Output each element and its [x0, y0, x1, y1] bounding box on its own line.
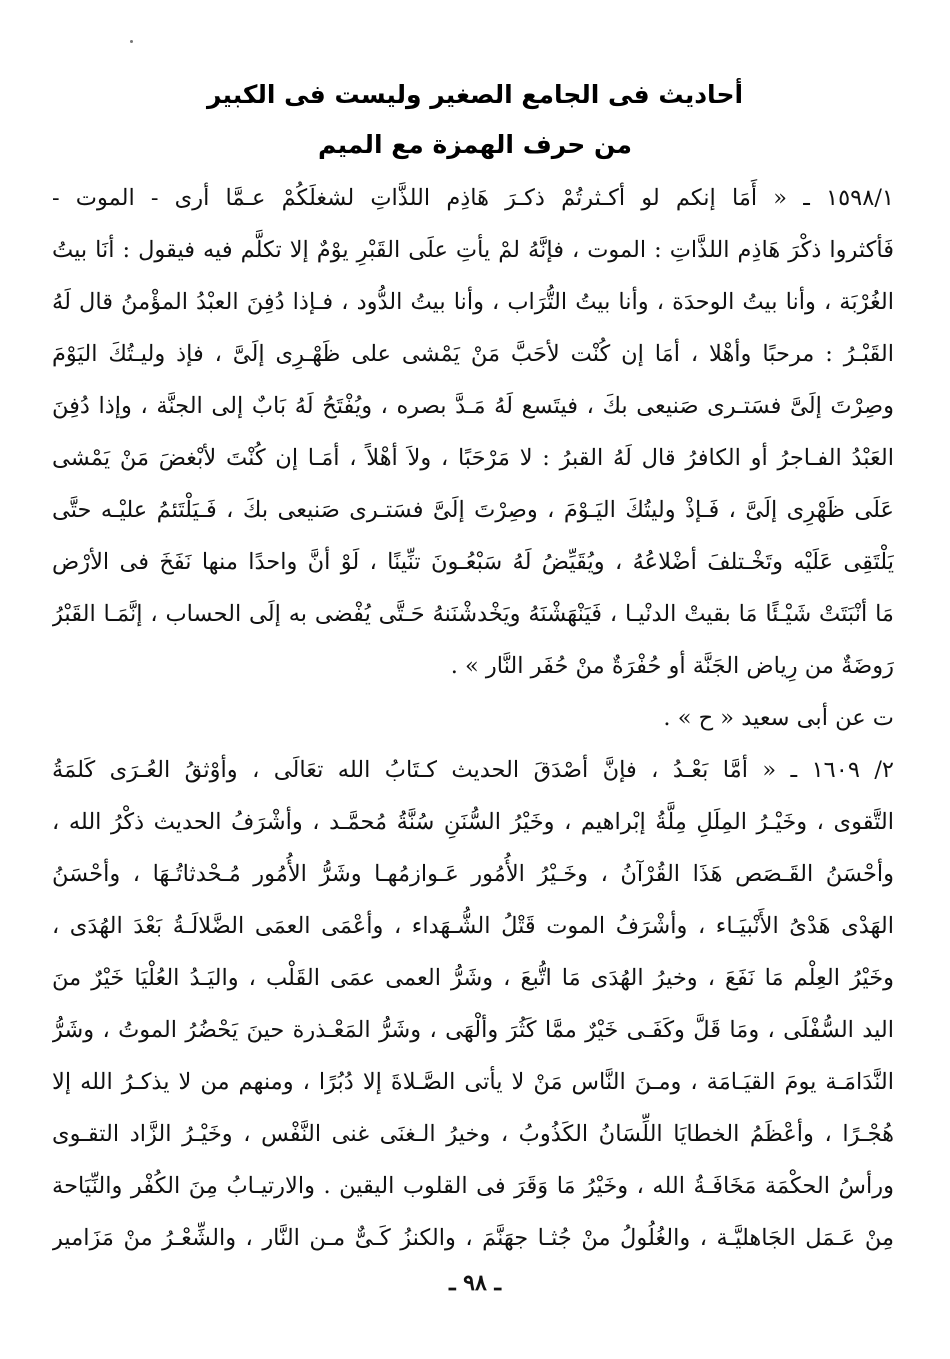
text-line: وصِرْتَ إلَىَّ فسَتـرى صَنيعى بكَ ، فيتَسع لَهُ مَـدَّ بصره ، ويُفْتَحُ لَهُ بَابٌ إلى الجنَّة ، وإذا دُفِنَ — [52, 393, 894, 419]
text-line: مَا أنْبَتَتْ شَيْـئًا مَا بقيتْ الدنْيـا ، فَيَنْهَشْنَهُ ويَخْدشْنَنهُ حَـتَّى يُفْضى به إلَى الحساب ، إنَّمَـا القَبْرُ — [52, 601, 894, 627]
text-line: ٢/ ١٦٠٩ ـ « أمَّا بَعْـدُ ، فإنَّ أصْدَقَ الحديث كـتَابُ الله تعَالَى ، وأوْثقُ العُـرَى كَلمَةُ — [52, 757, 894, 783]
text-line: وأحْسَنُ القَـصَص هَذَا القُرْآنُ ، وخَـيْرُ الأُمُور عَـوازمُهـا وشَرُّ الأُمُور مُـحْدثاتُـهَا ، وأحْسَنُ — [52, 861, 894, 887]
text-line: اليد السُّفْلَى ، ومَا قَلَّ وكَفَـى خَيْرٌ ممَّا كَثُرَ وألْهَى ، وشَرُّ المَعْـذرة حينَ يَحْضُرُ الموتُ ، وشَرُّ — [52, 1017, 894, 1043]
page-heading: أحاديث فى الجامع الصغير وليست فى الكبير — [206, 80, 744, 109]
page-subheading: من حرف الهمزة مع الميم — [317, 130, 632, 159]
text-line: رَوضَةٌ من رِياض الجَنَّة أو حُفْرَةٌ منْ حُفَر النَّار » . — [450, 653, 894, 679]
text-line: مِنْ عَـمَل الجَاهليَّـة ، والغُلُولُ منْ جُثـا جهَنَّمَ ، والكنزُ كَـىٌّ مـن النَّار ، والشِّعْـرُ منْ مَزَامير — [52, 1225, 894, 1251]
text-line: القَبْـرُ : مرحبًا وأهْلا ، أمَا إن كُنْت لأحَبَّ مَنْ يَمْشى على ظَهْـرِى إلَىَّ ، فإذ وليـتُكَ اليَوْمَ — [52, 341, 894, 367]
text-line: النَّدَامَـة يومَ القيَـامَة ، ومـنَ النَّاس مَنْ لا يأتى الصَّـلاةَ إلا دُبُرًا ، ومنهم من لا يذكـرُ الله إلا — [52, 1069, 894, 1095]
text-line: عَلَى ظَهْرِى إلَىَّ ، فَـإذْ وليتُكَ اليَـوْمَ ، وصِرْتَ إلَىَّ فسَتـرى صَنيعى بكَ ، فَـيَلْتَئمُ عليْـه حتَّى — [52, 497, 894, 523]
text-line: التَّقوى ، وخَيْـرُ المِلَلِ مِلَّةُ إبْراهيم ، وخَيْرُ السُّنَنِ سُنَّةُ مُحمَّـد ، وأشْرَفُ الحديث ذكْرُ الله ، — [52, 809, 894, 835]
text-line: العَبْدُ الفـاجرُ أو الكافرُ قال لَهُ القبرُ : لا مَرْحَبًا ، ولاَ أهْلاً ، أمَـا إن كُنْتَ لأبْغضَ مَنْ يَمْشى — [52, 445, 894, 471]
text-line: يَلْتَقِى عَلَيْه وتَخْـتلفَ أضْلاعُهُ ، ويُقَيِّضُ لَهُ سَبْعُـونَ تنِّينًا ، لَوْ أنَّ واحدًا منها نَفَخَ فى الأرْض — [52, 549, 894, 575]
text-line: ١٥٩٨/١ ـ « أَمَا إنكم لو أكـثرتُمْ ذكـرَ هَاذِم اللذَّاتِ لشغلَكُمْ عـمَّا أرى - الموت - — [52, 185, 894, 211]
text-line: الهَدْى هَدْىُ الأَنْبيَـاء ، وأشْرَفُ الموت قَتْلُ الشُّـهَداء ، وأعْمَى العمَى الضَّلالَـةُ بَعْدَ الهُدَى ، — [52, 913, 894, 939]
text-line: فَأكثروا ذكْرَ هَاذِم اللذَّاتِ : الموت ، فإنَّهُ لمْ يأتِ علَى القَبْرِ يوْمٌ إلا تكلَّم فيه فيقول : أنَا بيتُ — [52, 237, 894, 263]
text-line: ورأسُ الحكْمَة مَخَافَـةُ الله ، وخَيْرُ مَا وَقَرَ فى القلوب اليقين . والارتيـابُ مِنَ الكُفْر والنِّيَاحة — [52, 1173, 894, 1199]
hadith-text-block — [52, 172, 894, 1264]
text-line: وخَيْرُ العِلْم مَا نَفَعَ ، وخيرُ الهُدَى مَا اتُّبعَ ، وشَرُّ العمى عمَى القَلْب ، واليَـدُ العُلْيَا خَيْرٌ منَ — [52, 965, 894, 991]
scan-speck — [130, 40, 133, 43]
page-number: ـ ٩٨ ـ — [449, 1270, 501, 1296]
hadith-source-line: ت عن أبى سعيد « ح » . — [663, 705, 894, 731]
text-line: الغُرْبَة ، وأنا بيتُ الوحدَة ، وأنا بيتُ التُّرَاب ، وأنا بيتُ الدُّود ، فـإذا دُفِنَ العبْدُ المؤْمنُ قال لَهُ — [52, 289, 894, 315]
text-line: هُجْـرًا ، وأعْظَمُ الخطايَا اللِّسَانُ الكَذُوبُ ، وخيرُ الـغنَى غنى النَّفْس ، وخَيْـرُ الزَّاد التقـوى — [52, 1121, 894, 1147]
